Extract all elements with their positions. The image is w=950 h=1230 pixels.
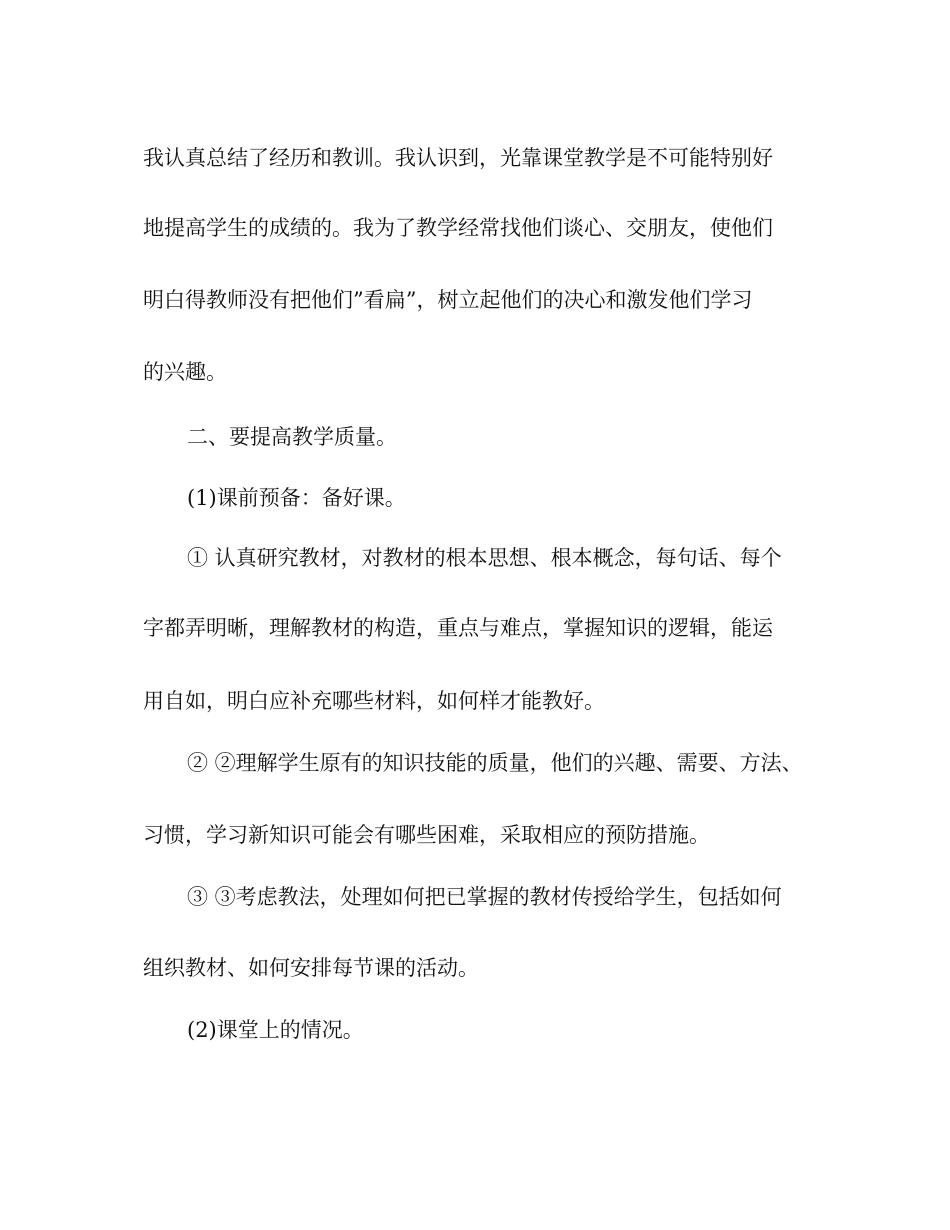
paragraph-line: 字都弄明晰，理解教材的构造，重点与难点，掌握知识的逻辑，能运 [143,616,773,640]
paragraph-line: 我认真总结了经历和教训。我认识到，光靠课堂教学是不可能特别好 [143,146,773,170]
paragraph-line: 用自如，明白应补充哪些材料，如何样才能教好。 [143,689,605,713]
list-item-1: ① 认真研究教材，对教材的根本思想、根本概念，每句话、每个 [187,546,782,570]
paragraph-line: 组织教材、如何安排每节课的活动。 [143,956,479,980]
paragraph-line: 明白得教师没有把他们”看扁”，树立起他们的决心和激发他们学习 [143,288,753,312]
list-item-2: ② ②理解学生原有的知识技能的质量，他们的兴趣、需要、方法、 [187,751,803,775]
list-item-3: ③ ③考虑教法，处理如何把已掌握的教材传授给学生，包括如何 [187,885,782,909]
paragraph-line: 习惯，学习新知识可能会有哪些困难，采取相应的预防措施。 [143,823,710,847]
subsection-heading: (2)课堂上的情况。 [187,1018,364,1042]
paragraph-line: 的兴趣。 [143,360,227,384]
paragraph-line: 地提高学生的成绩的。我为了教学经常找他们谈心、交朋友，使他们 [143,216,773,240]
section-heading: 二、要提高教学质量。 [187,425,397,449]
subsection-heading: (1)课前预备：备好课。 [187,486,406,510]
